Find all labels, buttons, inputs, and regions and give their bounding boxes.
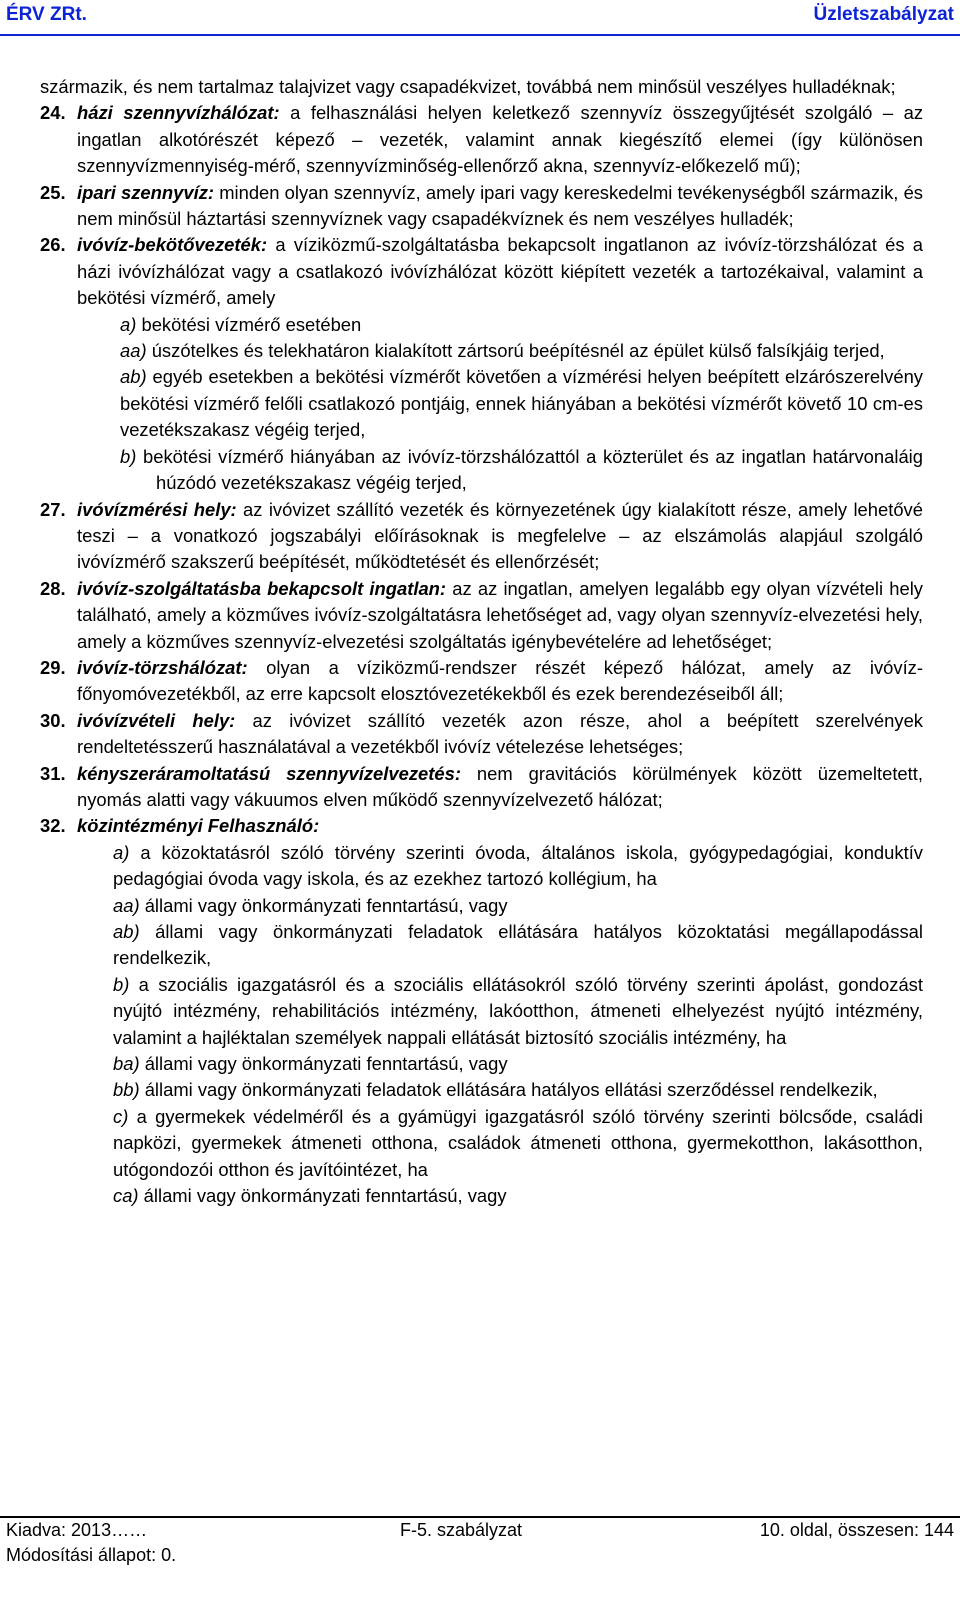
definition-term: kényszeráramoltatású szennyvízelvezetés: [77, 762, 461, 784]
definition-31 [40, 761, 923, 814]
subitem-26-b: b) bekötési vízmérő hiányában az ivóvíz-törzshálózattól a közterület és az ingatlan határvonaláig húzódó vezetékszakasz végéig terjed, [120, 445, 923, 494]
definition-25 [40, 180, 923, 233]
footer-divider [0, 1516, 960, 1518]
definition-27 [40, 497, 923, 576]
definition-text: nem gravitációs körülmények között üzemeltetett, nyomás alatti vagy vákuumos elven működő szennyvízelvezető hálózat; [77, 762, 923, 810]
definition-term: ivóvíz-szolgáltatásba bekapcsolt ingatlan: [77, 577, 447, 599]
definition-text: az ivóvizet szállító vezeték azon része, ahol a beépített szerelvények rendeltetésszerű használatával a vezetékből ivóvíz vételezése lehetséges; [77, 709, 923, 758]
subitem-32-b: b) a szociális igazgatásról és a szociális ellátásokról szóló törvény szerinti ápolást, gondozást nyújtó intézmény, rehabilitációs intézmény, lakóotthon, átmeneti elhelyezést nyújtó intézmény, valamint a hajléktalan személyek nappali ellátását biztosító szociális intézmény, ha [113, 973, 923, 1048]
company-name: ÉRV ZRt. [6, 4, 87, 25]
item-number: 29. [40, 656, 66, 678]
subitem-32-bb: bb) állami vagy önkormányzati feladatok ellátására hatályos ellátási szerződéssel rendelkezik, [113, 1079, 878, 1101]
definition-24 [40, 100, 923, 179]
definition-26 [40, 232, 923, 311]
revision-status: Módosítási állapot: 0. [6, 1545, 177, 1565]
subitem-26-ab: ab) egyéb esetekben a bekötési vízmérőt követően a vízmérési helyen beépített elzárószerelvény bekötési vízmérő felőli csatlakozó pontjáig, ennek hiányában a bekötési vízmérőt követő 10 cm-es vezetékszakasz végéig terjed, [120, 366, 923, 441]
item-number: 24. [40, 102, 66, 124]
page-header [0, 0, 960, 30]
subitem-32-a: a) a közoktatásról szóló törvény szerinti óvoda, általános iskola, gyógypedagógiai, konduktív pedagógiai óvoda vagy iskola, és az ezekhez tartozó kollégium, ha [113, 841, 923, 890]
definition-30 [40, 708, 923, 761]
definition-text: olyan a víziközmű-rendszer részét képező hálózat, amely az ivóvíz-főnyomóvezetékből, az erre kapcsolt elosztóvezetékekből és ezek berendezéseiből áll; [77, 656, 923, 705]
subitem-32-aa: aa) állami vagy önkormányzati fenntartású, vagy [113, 894, 508, 916]
definition-text: a felhasználási helyen keletkező szennyvíz összegyűjtését szolgáló – az ingatlan alkotórészét képező – vezeték, valamint annak kiegészítő elemei (így különösen szennyvízmennyiség-mérő, szennyvízminőség-ellenőrző akna, szennyvíz-előkezelő mű); [77, 102, 924, 177]
definition-32 [40, 813, 923, 839]
definition-text: a víziközmű-szolgáltatásba bekapcsolt ingatlanon az ivóvíz-törzshálózat és a házi ivóvízhálózat vagy a csatlakozó ivóvízhálózat között kiépített vezeték a tartozékaival, valamint a bekötési vízmérő, amely [77, 234, 923, 309]
definition-text: az az ingatlan, amelyen legalább egy olyan vízvételi hely található, amely a közműves ivóvíz-szolgáltatásra lehetőséget ad, vagy olyan szennyvíz-elvezetési hely, amely a közműves szennyvíz-elvezetési szolgáltatás igénybevételére ad lehetőséget; [77, 577, 923, 652]
item-number: 32. [40, 815, 66, 837]
item-number: 27. [40, 498, 66, 520]
document-body [40, 74, 923, 1209]
item-number: 25. [40, 181, 66, 203]
issue-date: Kiadva: 2013…… [6, 1520, 148, 1540]
item-number: 31. [40, 762, 66, 784]
definition-term: ivóvízmérési hely: [77, 498, 237, 520]
definition-term: ipari szennyvíz: [77, 181, 215, 203]
item-number: 28. [40, 577, 66, 599]
subitem-32-ab: ab) állami vagy önkormányzati feladatok ellátására hatályos közoktatási megállapodással rendelkezik, [113, 921, 923, 969]
page-footer [0, 1502, 960, 1622]
definition-text: minden olyan szennyvíz, amely ipari vagy kereskedelmi tevékenységből származik, és nem minősül háztartási szennyvíznek vagy csapadékvíznek és nem veszélyes hulladék; [77, 181, 923, 230]
definition-term: ivóvíz-törzshálózat: [77, 656, 248, 678]
header-divider [0, 34, 960, 36]
subitem-26-a: a) bekötési vízmérő esetében [120, 313, 362, 335]
subitem-32-c: c) a gyermekek védelméről és a gyámügyi igazgatásról szóló törvény szerinti bölcsőde, családi napközi, gyermekek átmeneti otthona, családok átmeneti otthona, gyermekotthon, lakásotthon, utógondozói otthon és javítóintézet, ha [113, 1105, 923, 1180]
subitem-32-ba: ba) állami vagy önkormányzati fenntartású, vagy [113, 1053, 508, 1075]
subitem-26-aa: aa) úszótelkes és telekhatáron kialakított zártsorú beépítésnél az épület külső falsíkjáig terjed, [120, 340, 885, 362]
definition-term: házi szennyvízhálózat: [77, 102, 280, 124]
definition-text: az ivóvizet szállító vezeték és környezetének úgy kialakított része, amely lehetővé teszi – a vonatkozó jogszabályi előírásoknak is megfelelve – az elszámolás alapjául szolgáló ivóvízmérő szakszerű beépítését, működtetését és ellenőrzését; [77, 498, 923, 573]
definition-29 [40, 655, 923, 708]
intro-continuation: származik, és nem tartalmaz talajvizet vagy csapadékvizet, továbbá nem minősül veszélyes hulladéknak; [40, 76, 896, 97]
regulation-id: F-5. szabályzat [400, 1520, 523, 1540]
document-title: Üzletszabályzat [813, 4, 954, 25]
item-number: 30. [40, 709, 66, 731]
definition-term: ivóvízvételi hely: [77, 709, 236, 731]
subitem-32-ca: ca) állami vagy önkormányzati fenntartású, vagy [113, 1185, 507, 1207]
item-number: 26. [40, 234, 66, 256]
definition-term: közintézményi Felhasználó: [77, 815, 320, 837]
definition-28 [40, 576, 923, 655]
page-number: 10. oldal, összesen: 144 [759, 1520, 954, 1540]
definition-term: ivóvíz-bekötővezeték: [77, 234, 268, 256]
